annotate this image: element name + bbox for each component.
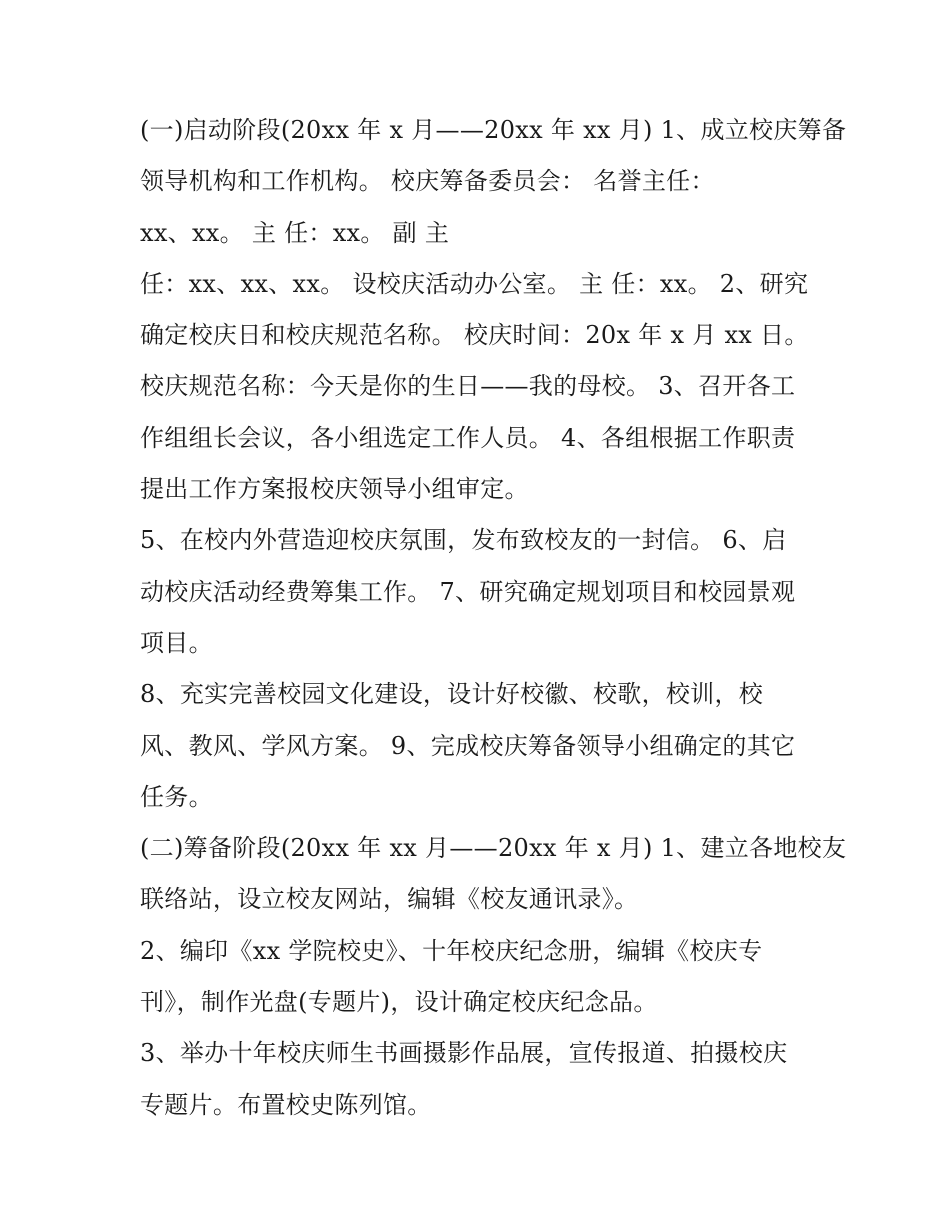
text-line: 作组组长会议，各小组选定工作人员。 4、各组根据工作职责	[140, 423, 796, 452]
text-line: 项目。	[140, 628, 213, 657]
document-body	[140, 105, 847, 1131]
text-line: 校庆规范名称：今天是你的生日——我的母校。 3、召开各工	[140, 372, 796, 401]
text-line: (一)启动阶段(20xx 年 x 月——20xx 年 xx 月) 1、成立校庆筹备	[140, 116, 847, 144]
text-line: 风、教风、学风方案。 9、完成校庆筹备领导小组确定的其它	[140, 731, 796, 760]
text-line: 刊》，制作光盘(专题片)，设计确定校庆纪念品。	[140, 988, 658, 1017]
text-line: 确定校庆日和校庆规范名称。 校庆时间：20x 年 x 月 xx 日。	[140, 321, 809, 350]
text-line: 提出工作方案报校庆领导小组审定。	[140, 475, 529, 504]
text-line: 5、在校内外营造迎校庆氛围，发布致校友的一封信。 6、启	[140, 526, 787, 555]
text-line: 任务。	[140, 782, 213, 811]
text-line: 专题片。布置校史陈列馆。	[140, 1090, 432, 1119]
text-line: 领导机构和工作机构。 校庆筹备委员会： 名誉主任：	[140, 167, 715, 196]
text-line: xx、xx。 主 任：xx。 副 主	[140, 218, 450, 247]
text-line: 任：xx、xx、xx。 设校庆活动办公室。 主 任：xx。 2、研究	[140, 269, 809, 298]
text-line: 3、举办十年校庆师生书画摄影作品展，宣传报道、拍摄校庆	[140, 1039, 788, 1068]
text-line: 动校庆活动经费筹集工作。 7、研究确定规划项目和校园景观	[140, 577, 796, 606]
text-line: (二)筹备阶段(20xx 年 xx 月——20xx 年 x 月) 1、建立各地校友	[140, 834, 847, 863]
text-line: 8、充实完善校园文化建设，设计好校徽、校歌，校训，校	[140, 680, 764, 709]
text-line: 2、编印《xx 学院校史》、十年校庆纪念册，编辑《校庆专	[140, 936, 763, 965]
text-line: 联络站，设立校友网站，编辑《校友通讯录》。	[140, 885, 639, 914]
